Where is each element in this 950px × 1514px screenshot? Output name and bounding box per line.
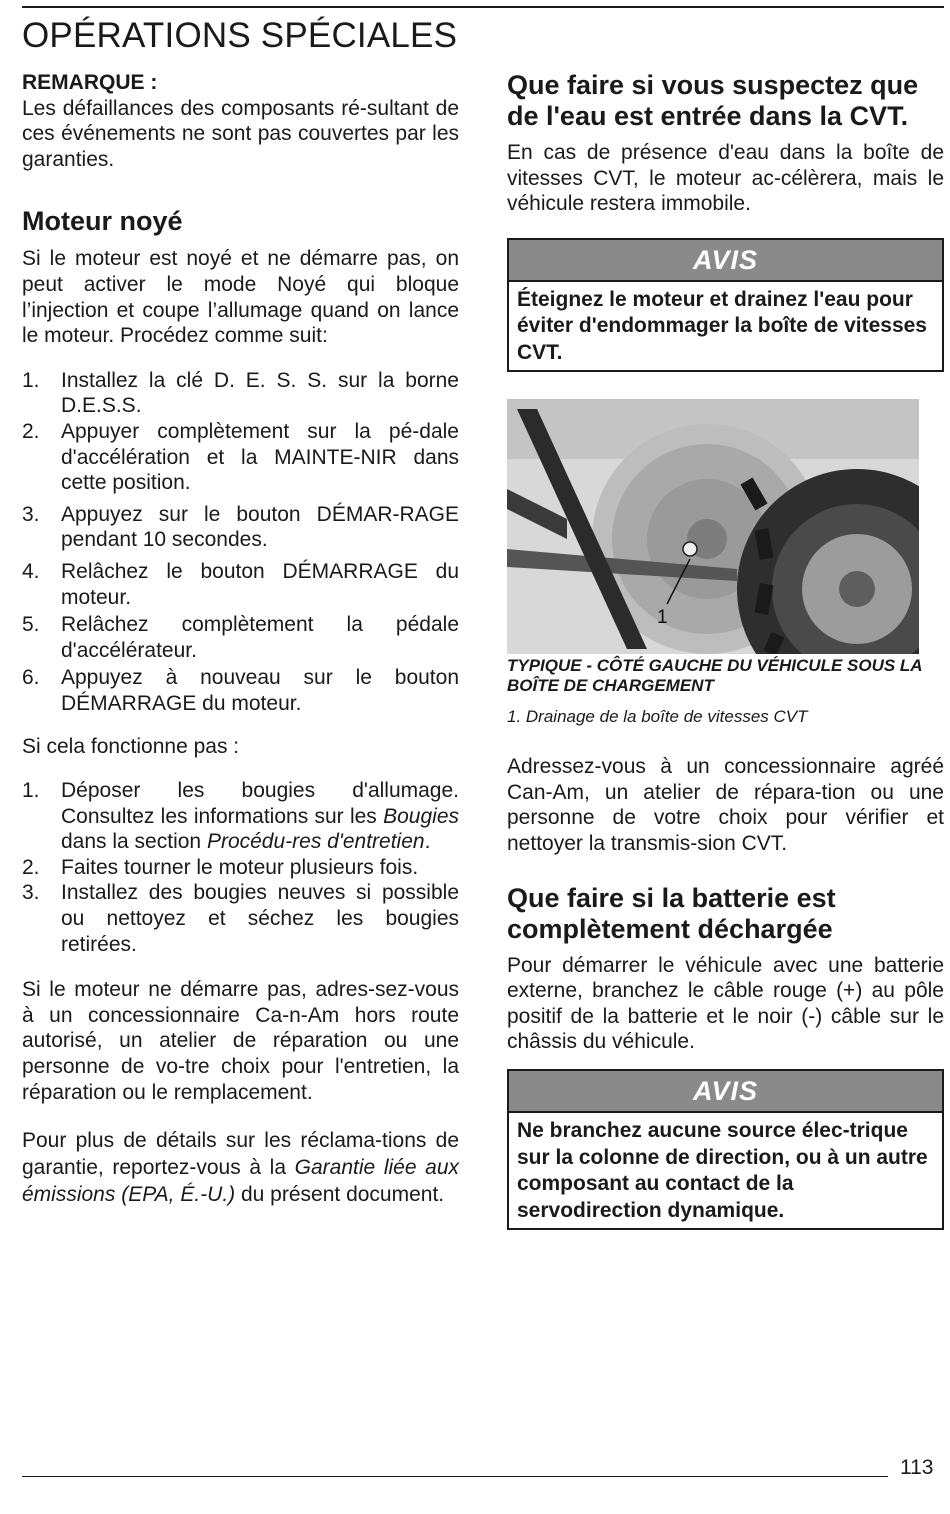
figure-legend: 1. Drainage de la boîte de vitesses CVT xyxy=(507,707,808,727)
list-item: 3. Installez des bougies neuves si possible ou nettoyez et séchez les bougies retirées. xyxy=(22,881,459,956)
water-cvt-text: En cas de présence d'eau dans la boîte de vitesses CVT, le moteur ac-célèrera, mais le véhicule restera immobile. xyxy=(507,141,944,216)
list-item: 6. Appuyez à nouveau sur le bouton DÉMARRAGE du moteur. xyxy=(22,666,459,715)
warranty-text: Pour plus de détails sur les réclama-tions de garantie, reportez-vous à la Garantie liée aux émissions (EPA, É.-U.) du présent document. xyxy=(22,1129,460,1207)
warranty-reference: Garantie liée aux émissions (EPA, É.-U.) xyxy=(22,1156,460,1207)
list-item: 5. Relâchez complètement la pédale d'accélérateur. xyxy=(22,613,459,662)
list-item: 1. Déposer les bougies d'allumage. Consultez les informations sur les Bougies dans la section Procédu-res d'entretien. xyxy=(22,779,459,854)
notice-box-cvt xyxy=(507,238,944,373)
list-item: 2. Appuyer complètement sur la pé-dale d'accélération et la MAINTE-NIR dans cette position. xyxy=(22,419,459,495)
battery-heading: Que faire si la batterie est complètement déchargée xyxy=(507,882,836,944)
notice-heading: AVIS xyxy=(509,240,942,282)
notice-body: Éteignez le moteur et drainez l'eau pour éviter d'endommager la boîte de vitesses CVT. xyxy=(517,287,927,364)
figure-callout-number: 1 xyxy=(657,607,668,629)
list-item: 4. Relâchez le bouton DÉMARRAGE du moteur. xyxy=(22,559,459,609)
flooded-engine-heading: Moteur noyé xyxy=(22,206,183,237)
list-item: 3. Appuyez sur le bouton DÉMAR-RAGE pendant 10 secondes. xyxy=(22,502,459,552)
no-start-text: Si le moteur ne démarre pas, adres-sez-vous à un concessionnaire Ca-n-Am hors route autorisé, un atelier de réparation ou une personne de vo-tre choix pour l'entretien, la réparation ou le remplacement. xyxy=(22,978,459,1104)
figure-caption: TYPIQUE - CÔTÉ GAUCHE DU VÉHICULE SOUS LA BOÎTE DE CHARGEMENT xyxy=(507,656,922,696)
spark-plug-steps-list xyxy=(22,778,459,957)
top-rule xyxy=(22,6,944,8)
dealer-text: Adressez-vous à un concessionnaire agréé Can-Am, un atelier de répara-tion ou une personne de votre choix pour vérifier et nettoyer la transmis-sion CVT. xyxy=(507,755,944,856)
notice-box-battery xyxy=(507,1069,944,1230)
remark-label: REMARQUE : xyxy=(22,71,158,94)
right-column xyxy=(507,70,944,1230)
list-item: 2. Faites tourner le moteur plusieurs fois. xyxy=(22,855,419,879)
page-number: 113 xyxy=(900,1456,934,1479)
remark-text: Les défaillances des composants ré-sultant de ces événements ne sont pas couvertes par les garanties. xyxy=(22,96,459,171)
battery-text: Pour démarrer le véhicule avec une batterie externe, branchez le câble rouge (+) au pôle positif de la batterie et le noir (-) câble sur le châssis du véhicule. xyxy=(507,953,944,1054)
cvt-drain-figure xyxy=(507,399,919,654)
not-working-text: Si cela fonctionne pas : xyxy=(22,735,240,759)
flooded-engine-intro: Si le moteur est noyé et ne démarre pas, on peut activer le mode Noyé qui bloque l’injection et coupe l’allumage quand on lance le moteur. Procédez comme suit: xyxy=(22,247,459,348)
flooded-steps-list xyxy=(22,368,459,717)
water-cvt-heading: Que faire si vous suspectez que de l'eau est entrée dans la CVT. xyxy=(507,70,919,131)
left-column xyxy=(22,70,459,1208)
bottom-rule xyxy=(22,1476,888,1477)
list-item: 1. Installez la clé D. E. S. S. sur la borne D.E.S.S. xyxy=(22,368,459,418)
notice-heading: AVIS xyxy=(509,1071,942,1113)
notice-body: Ne branchez aucune source élec-trique sur la colonne de direction, ou à un autre composant au contact de la servodirection dynamique. xyxy=(517,1119,928,1222)
page-title: OPÉRATIONS SPÉCIALES xyxy=(22,16,458,55)
vehicle-illustration xyxy=(507,399,919,654)
